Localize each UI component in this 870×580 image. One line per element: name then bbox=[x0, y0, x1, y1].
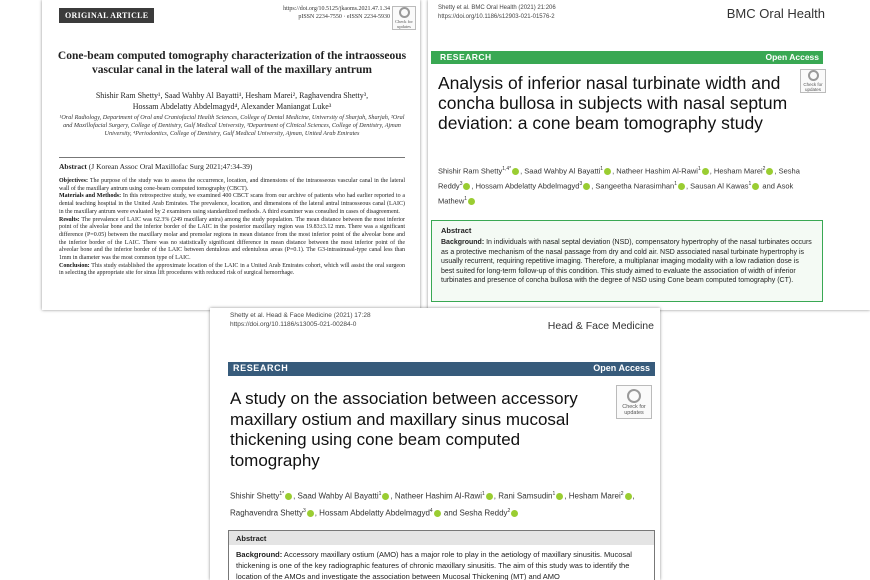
author-name: Sangeetha Narasimhan bbox=[595, 181, 675, 191]
author-list: Shishir Ram Shetty$^{1,4*}$ , Saad Wahby Al Bayatti$^1$ , Natheer Hashim Al-Rawi$^1$ , Hesham Marei$^2$ , Sesha Reddy$^3$ , Hossam Abdelatty Abdelmagyd$^3$ , Sangeetha Narasimhan$^1$ , Sausan Al Kawas$^1$ and Asok Mathew$^1$ bbox=[438, 166, 800, 206]
orcid-icon bbox=[583, 183, 590, 190]
author-name: Shishir Shetty bbox=[230, 491, 280, 501]
author-name: Hossam Abdelatty Abdelmagyd bbox=[319, 508, 430, 518]
orcid-icon bbox=[382, 493, 389, 500]
paper-jkaoms bbox=[42, 0, 420, 310]
abstract-heading: Abstract bbox=[59, 162, 87, 171]
author-name: Hossam Abdelatty Abdelmagyd bbox=[475, 181, 580, 191]
check-for-updates-icon[interactable] bbox=[392, 6, 416, 30]
orcid-icon bbox=[486, 493, 493, 500]
author-name: Rani Samsudin bbox=[498, 491, 553, 501]
check-for-updates-icon[interactable] bbox=[616, 385, 652, 419]
open-access-label: Open Access bbox=[765, 52, 819, 62]
paper-title: Analysis of inferior nasal turbinate width and concha bullosa in subjects with nasal septum deviation: a cone beam tomography study bbox=[438, 73, 788, 133]
author-name: Raghavendra Shetty bbox=[230, 508, 303, 518]
abstract-results: Results: The prevalence of LAIC was 62.3% (249 maxillary antra) among the study population. The mean distance between the most inferior point of the alveolar bone and the inferior border of the LAIC in the posterior maxillary region was 19.83±3.12 mm. There was a significant difference (P=0.05) between the maxillary molar and premolar regions in mean distance from the most inferior point of the alveolar bone and the inferior border of the LAIC. There was no statistically significant difference in mean distance between the most inferior point of the alveolar bone and the inferior border of the LAIC between dentulous and edentulous areas (P=0.1). The G3-intrasinusal-type canal less than 1mm in diameter was the most common type of LAIC. bbox=[59, 216, 405, 262]
abstract-header bbox=[59, 162, 252, 171]
citation-line: Shetty et al. BMC Oral Health (2021) 21:206 bbox=[438, 5, 556, 11]
abstract-heading: Abstract bbox=[236, 534, 267, 543]
doi-link[interactable]: https://doi.org/10.5125/jkaoms.2021.47.1.34 bbox=[283, 6, 390, 12]
orcid-icon bbox=[702, 168, 709, 175]
citation-line: Shetty et al. Head & Face Medicine (2021) 17:28 bbox=[230, 312, 371, 319]
journal-name: BMC Oral Health bbox=[726, 6, 825, 21]
abstract-heading: Abstract bbox=[441, 226, 472, 235]
author-name: Natheer Hashim Al-Rawi bbox=[394, 491, 483, 501]
orcid-icon bbox=[434, 510, 441, 517]
author-name: Hesham Marei bbox=[713, 166, 763, 176]
article-type-label: RESEARCH bbox=[233, 363, 289, 373]
abstract-box bbox=[431, 220, 823, 302]
abstract-body bbox=[59, 178, 405, 278]
orcid-icon bbox=[766, 168, 773, 175]
paper-title: Cone-beam computed tomography characterization of the intraosseous vascular canal in the lateral wall of the maxillary antrum bbox=[57, 50, 407, 76]
abstract-methods: Materials and Methods: In this retrospective study, we examined 400 CBCT scans from our archive of patients who had earlier reported to a dental teaching hospital in the United Arab Emirates. The prevalence, location, and dimensions of the lateral antral intraosseous canal (LAIC) in the maxillary antrum were evaluated by 2 examiners using standardized methods. A third examiner was consulted in cases of disagreement. bbox=[59, 193, 405, 215]
orcid-icon bbox=[752, 183, 759, 190]
orcid-icon bbox=[625, 493, 632, 500]
article-type-label: RESEARCH bbox=[440, 52, 492, 62]
orcid-icon bbox=[285, 493, 292, 500]
author-name: Natheer Hashim Al-Rawi bbox=[616, 166, 698, 176]
orcid-icon bbox=[463, 183, 470, 190]
abstract-heading-bar bbox=[229, 531, 654, 545]
paper-bmc-oral-health bbox=[428, 0, 870, 310]
abstract-background: Background: Accessory maxillary ostium (AMO) has a major role to play in the aetiology of maxillary sinusitis. Mucosal thickening is one of the key radiographic features of chronic maxillary sinusitis. The aim of this study was to identify the location of the AMOs and investigate the association between Mucosal Thickening (MT) and AMO bbox=[236, 550, 632, 580]
check-for-updates-label: Check for updates bbox=[622, 403, 646, 416]
check-for-updates-label: Check for updates bbox=[395, 19, 413, 29]
author-name: Saad Wahby Al Bayatti bbox=[524, 166, 601, 176]
issn: pISSN 2234-7550 · eISSN 2234-5930 bbox=[298, 14, 390, 20]
author-name: Sesha Reddy bbox=[438, 166, 800, 191]
check-for-updates-label: Check for updates bbox=[803, 82, 823, 92]
orcid-icon bbox=[511, 510, 518, 517]
abstract-objectives: Objectives: The purpose of the study was to assess the occurrence, location, and dimensions of the intraosseous vascular canal in the lateral wall of the maxillary antrum using cone-beam computed tomography (CBCT). bbox=[59, 178, 405, 192]
orcid-icon bbox=[307, 510, 314, 517]
abstract-conclusion: Conclusion: This study established the approximate location of the LAIC in a United Arab Emirates cohort, which will assist the oral surgeon in selecting the appropriate site for sinus lift procedures with reduced risk of surgical hemorrhage. bbox=[59, 262, 405, 277]
author-name: Hesham Marei bbox=[568, 491, 621, 501]
author-name: Sesha Reddy bbox=[459, 508, 508, 518]
author-line: Hossam Abdelatty Abdelmagyd⁴, Alexander Maniangat Luke³ bbox=[132, 101, 332, 111]
doi-link[interactable]: https://doi.org/10.1186/s13005-021-00284-0 bbox=[230, 321, 357, 328]
abstract-background: Background: In individuals with nasal septal deviation (NSD), compensatory hypertrophy of the nasal turbinates occurs as a protective mechanism of the nasal passage from dry and cold air. NSD associated nasal turbinate hypertrophy is usually recurrent, requiring repetitive imaging. Therefore, a multiplanar imaging modality with a low radiation dose is best suited for long-term follow-up of this condition. This study aimed to evaluate the association of width of inferior turbinates and presence of concha bullosa with the degree of NSD using Cone beam computed tomography (CT). bbox=[441, 239, 812, 284]
divider bbox=[59, 157, 405, 158]
check-for-updates-icon[interactable] bbox=[800, 69, 826, 93]
paper-title: A study on the association between accessory maxillary ostium and maxillary sinus mucosal thickening using cone beam computed tomography bbox=[230, 389, 578, 470]
paper-head-face-medicine bbox=[210, 308, 660, 580]
article-type-bar bbox=[228, 362, 655, 376]
article-type-bar bbox=[431, 51, 823, 64]
journal-name: Head & Face Medicine bbox=[547, 320, 654, 332]
abstract-box bbox=[228, 530, 655, 580]
open-access-label: Open Access bbox=[593, 363, 650, 373]
abstract-citation: (J Korean Assoc Oral Maxillofac Surg 2021;47:34-39) bbox=[86, 162, 253, 171]
doi-link[interactable]: https://doi.org/10.1186/s12903-021-01576-2 bbox=[438, 14, 555, 20]
orcid-icon bbox=[512, 168, 519, 175]
author-name: Saad Wahby Al Bayatti bbox=[297, 491, 379, 501]
author-line: Shishir Ram Shetty¹, Saad Wahby Al Bayatti¹, Hesham Marei², Raghavendra Shetty³, bbox=[95, 91, 369, 100]
article-meta bbox=[283, 5, 390, 21]
orcid-icon bbox=[604, 168, 611, 175]
orcid-icon bbox=[468, 198, 475, 205]
article-type-badge: ORIGINAL ARTICLE bbox=[59, 8, 154, 23]
author-name: Asok Mathew bbox=[438, 181, 794, 206]
orcid-icon bbox=[556, 493, 563, 500]
author-list: Shishir Shetty$^{1*}$ , Saad Wahby Al Bayatti$^1$ , Natheer Hashim Al-Rawi$^1$ , Rani Samsudin$^1$ , Hesham Marei$^2$ , Raghavendra Shetty$^3$ , Hossam Abdelatty Abdelmagyd$^4$ and Sesha Reddy$^2$ bbox=[230, 491, 635, 518]
orcid-icon bbox=[678, 183, 685, 190]
author-name: Sausan Al Kawas bbox=[690, 181, 749, 191]
affiliations: ¹Oral Radiology, Department of Oral and Craniofacial Health Sciences, College of Dental Medicine, University of Sharjah, Sharjah, ²Oral and Maxillofacial Surgery, College of Dentistry, Gulf Medical University, ³Department of Clinical Sciences, College of Dentistry, Ajman University, ⁴Periodontics, College of Dentistry, Gulf Medical University, Ajman, United Arab Emirates bbox=[59, 114, 405, 137]
author-list bbox=[52, 91, 412, 112]
author-name: Shishir Ram Shetty bbox=[438, 166, 503, 176]
